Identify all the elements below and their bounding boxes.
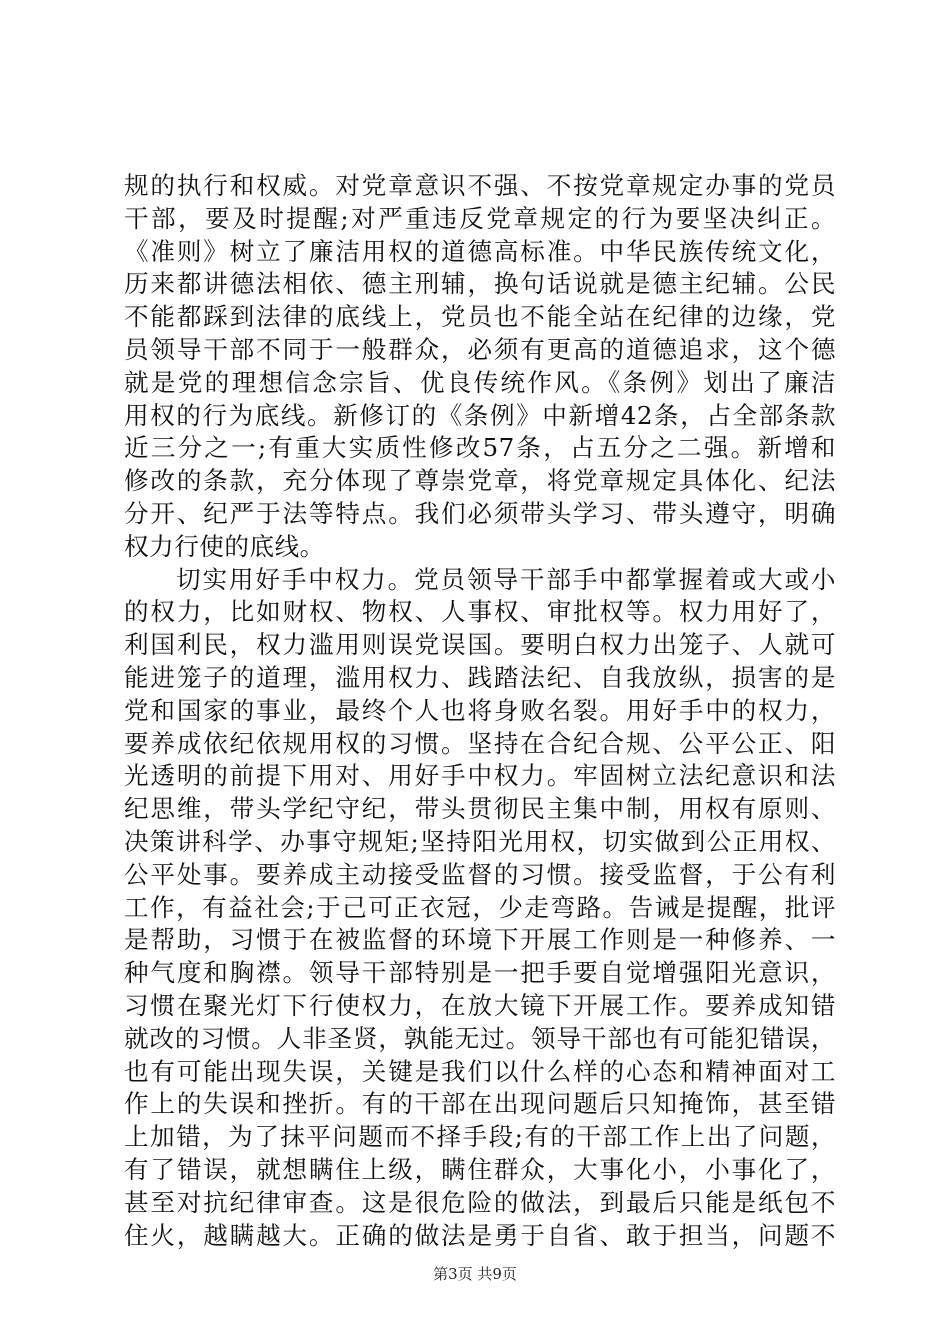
text-line: 近三分之一;有重大实质性修改57条，占五分之二强。新增和: [124, 433, 836, 463]
text-line: 修改的条款，充分体现了尊崇党章，将党章规定具体化、纪法: [124, 466, 836, 496]
text-line: 就改的习惯。人非圣贤，孰能无过。领导干部也有可能犯错误，: [124, 1023, 836, 1053]
text-line: 纪思维，带头学纪守纪，带头贯彻民主集中制，用权有原则、: [124, 794, 836, 824]
text-line: 不能都踩到法律的底线上，党员也不能全站在纪律的边缘，党: [124, 302, 836, 332]
text-line: 有了错误，就想瞒住上级，瞒住群众，大事化小，小事化了，: [124, 1154, 836, 1184]
text-line: 上加错，为了抹平问题而不择手段;有的干部工作上出了问题，: [124, 1122, 836, 1152]
text-line: 权力行使的底线。: [124, 531, 325, 561]
paragraph: [124, 170, 836, 564]
text-line: 要养成依纪依规用权的习惯。坚持在合纪合规、公平公正、阳: [124, 728, 836, 758]
text-line: 干部，要及时提醒;对严重违反党章规定的行为要坚决纠正。: [124, 203, 836, 233]
text-line: 工作，有益社会;于己可正衣冠，少走弯路。告诫是提醒，批评: [124, 892, 836, 922]
text-line: 决策讲科学、办事守规矩;坚持阳光用权，切实做到公正用权、: [124, 826, 836, 856]
paragraph: [124, 564, 836, 1253]
text-line: 分开、纪严于法等特点。我们必须带头学习、带头遵守，明确: [124, 498, 836, 528]
text-line: 种气度和胸襟。领导干部特别是一把手要自觉增强阳光意识，: [124, 958, 836, 988]
text-line: 能进笼子的道理，滥用权力、践踏法纪、自我放纵，损害的是: [124, 662, 836, 692]
text-line: 光透明的前提下用对、用好手中权力。牢固树立法纪意识和法: [124, 761, 836, 791]
text-line: 住火，越瞒越大。正确的做法是勇于自省、敢于担当，问题不: [124, 1220, 836, 1250]
text-line: 员领导干部不同于一般群众，必须有更高的道德追求，这个德: [124, 334, 836, 364]
text-line: 习惯在聚光灯下行使权力，在放大镜下开展工作。要养成知错: [124, 990, 836, 1020]
text-line: 是帮助，习惯于在被监督的环境下开展工作则是一种修养、一: [124, 925, 836, 955]
text-line: 甚至对抗纪律审查。这是很危险的做法，到最后只能是纸包不: [124, 1187, 836, 1217]
text-line: 作上的失误和挫折。有的干部在出现问题后只知掩饰，甚至错: [124, 1089, 836, 1119]
text-line: 切实用好手中权力。党员领导干部手中都掌握着或大或小: [176, 564, 836, 594]
text-line: 也有可能出现失误，关键是我们以什么样的心态和精神面对工: [124, 1056, 836, 1086]
text-line: 的权力，比如财权、物权、人事权、审批权等。权力用好了，: [124, 597, 836, 627]
text-line: 党和国家的事业，最终个人也将身败名裂。用好手中的权力，: [124, 695, 836, 725]
text-line: 历来都讲德法相依、德主刑辅，换句话说就是德主纪辅。公民: [124, 269, 836, 299]
text-line: 用权的行为底线。新修订的《条例》中新增42条，占全部条款: [124, 400, 836, 430]
text-line: 《准则》树立了廉洁用权的道德高标准。中华民族传统文化，: [124, 236, 836, 266]
text-line: 利国利民，权力滥用则误党误国。要明白权力出笼子、人就可: [124, 630, 836, 660]
text-line: 就是党的理想信念宗旨、优良传统作风。《条例》划出了廉洁: [124, 367, 836, 397]
body-text: [124, 170, 836, 1252]
page-footer: 第3页 共9页: [433, 1265, 517, 1283]
text-line: 规的执行和权威。对党章意识不强、不按党章规定办事的党员: [124, 171, 836, 200]
text-line: 公平处事。要养成主动接受监督的习惯。接受监督，于公有利: [124, 859, 836, 889]
